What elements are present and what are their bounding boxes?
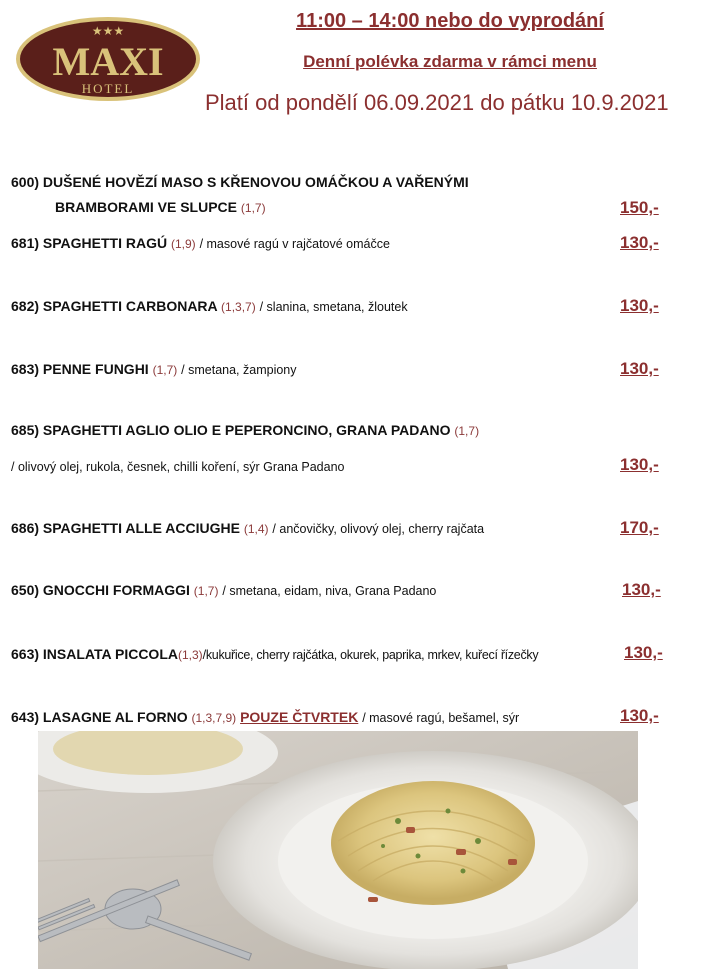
hotel-maxi-logo xyxy=(14,15,202,103)
menu-item-643 xyxy=(11,709,519,725)
item-description: / masové ragú v rajčatové omáčce xyxy=(199,237,390,251)
item-allergens: (1,3) xyxy=(177,648,203,662)
pasta-photo xyxy=(38,731,638,969)
item-price: 130,- xyxy=(622,580,661,599)
item-name: 686) SPAGHETTI ALLE ACCIUGHE xyxy=(11,520,240,536)
item-name: 600) DUŠENÉ HOVĚZÍ MASO S KŘENOVOU OMÁČKOU A VAŘENÝMI xyxy=(11,174,469,190)
menu-item-650 xyxy=(11,582,436,598)
item-description: / slanina, smetana, žloutek xyxy=(259,300,408,314)
menu-item-685-desc xyxy=(11,458,345,474)
item-description: / ančovičky, olivový olej, cherry rajčata xyxy=(272,522,485,536)
item-name: 643) LASAGNE AL FORNO xyxy=(11,709,188,725)
item-description: / smetana, eidam, niva, Grana Padano xyxy=(222,584,437,598)
item-price: 130,- xyxy=(620,296,659,315)
item-special-note: POUZE ČTVRTEK xyxy=(240,709,359,725)
item-price: 130,- xyxy=(624,643,663,662)
item-name: 683) PENNE FUNGHI xyxy=(11,361,149,377)
menu-item-663 xyxy=(11,646,538,662)
menu-item-685 xyxy=(11,422,479,438)
logo-sub: HOTEL xyxy=(81,81,135,96)
item-description: / masové ragú, bešamel, sýr xyxy=(362,711,520,725)
item-description: / olivový olej, rukola, česnek, chilli koření, sýr Grana Padano xyxy=(11,460,345,474)
item-name-cont: BRAMBORAMI VE SLUPCE xyxy=(55,199,238,215)
menu-item-683 xyxy=(11,361,297,377)
logo-brand: MAXI xyxy=(52,39,164,84)
item-description: /kukuřice, cherry rajčátka, okurek, paprika, mrkev, kuřecí řízečky xyxy=(202,648,539,662)
item-allergens: (1,4) xyxy=(243,522,269,536)
item-allergens: (1,7) xyxy=(240,201,266,215)
item-name: 681) SPAGHETTI RAGÚ xyxy=(11,235,168,251)
item-allergens: (1,9) xyxy=(171,237,196,251)
item-allergens: (1,3,7) xyxy=(221,300,256,314)
item-allergens: (1,7) xyxy=(193,584,219,598)
item-allergens: (1,3,7,9) xyxy=(191,711,237,725)
validity-period: Platí od pondělí 06.09.2021 do pátku 10.9.2021 xyxy=(205,90,669,115)
item-name: 650) GNOCCHI FORMAGGI xyxy=(11,582,190,598)
logo-stars: ★★★ xyxy=(91,24,125,38)
soup-notice: Denní polévka zdarma v rámci menu xyxy=(303,52,597,71)
menu-item-681 xyxy=(11,235,390,251)
opening-hours: 11:00 – 14:00 nebo do vyprodání xyxy=(296,10,604,32)
item-name: 682) SPAGHETTI CARBONARA xyxy=(11,298,218,314)
item-allergens: (1,7) xyxy=(454,424,480,438)
menu-item-686 xyxy=(11,520,484,536)
item-price: 130,- xyxy=(620,233,659,252)
menu-item-682 xyxy=(11,298,408,314)
item-name: 663) INSALATA PICCOLA xyxy=(11,646,178,662)
item-price: 130,- xyxy=(620,706,659,725)
item-allergens: (1,7) xyxy=(152,363,178,377)
item-name: 685) SPAGHETTI AGLIO OLIO E PEPERONCINO, GRANA PADANO xyxy=(11,422,451,438)
menu-item-600 xyxy=(11,174,469,190)
item-price: 170,- xyxy=(620,518,659,537)
menu-item-600-line2 xyxy=(55,199,266,215)
item-price: 150,- xyxy=(620,198,659,217)
item-price: 130,- xyxy=(620,359,659,378)
item-description: / smetana, žampiony xyxy=(181,363,297,377)
item-price: 130,- xyxy=(620,455,659,474)
